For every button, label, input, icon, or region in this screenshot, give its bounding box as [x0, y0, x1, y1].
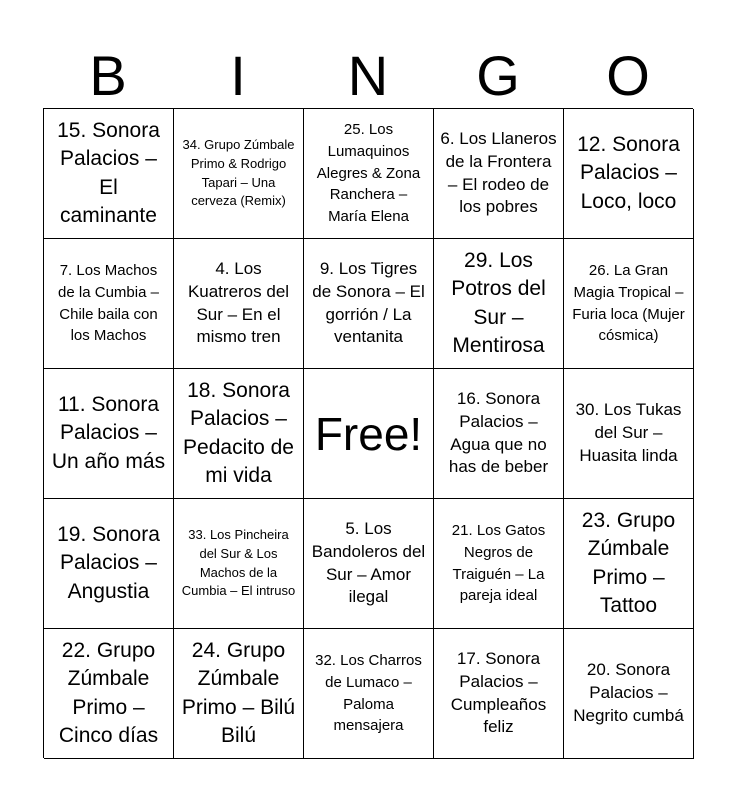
bingo-cell — [174, 629, 304, 759]
cell-text: 16. Sonora Palacios – Agua que no has de beber — [448, 388, 549, 477]
bingo-cell — [434, 369, 564, 499]
cell-text: 30. Los Tukas del Sur – Huasita linda — [575, 400, 682, 465]
cell-text: 4. Los Kuatreros del Sur – En el mismo tren — [187, 258, 290, 347]
cell-text: 20. Sonora Palacios – Negrito cumbá — [573, 660, 684, 725]
header-letter-i: I — [230, 44, 246, 107]
bingo-cell — [564, 499, 694, 629]
cell-text: 5. Los Bandoleros del Sur – Amor ilegal — [311, 518, 426, 607]
free-text: Free! — [314, 407, 423, 460]
bingo-cell — [564, 369, 694, 499]
cell-text: 21. Los Gatos Negros de Traiguén – La pareja ideal — [451, 522, 546, 605]
bingo-cell — [304, 629, 434, 759]
bingo-cell — [174, 239, 304, 369]
bingo-board — [43, 108, 693, 758]
bingo-cell — [304, 499, 434, 629]
bingo-cell — [564, 239, 694, 369]
header-letter-n: N — [347, 44, 389, 107]
cell-text: 26. La Gran Magia Tropical – Furia loca (Mujer cósmica) — [572, 262, 685, 345]
cell-text: 24. Grupo Zúmbale Primo – Bilú Bilú — [181, 638, 296, 747]
bingo-cell — [44, 499, 174, 629]
cell-text: 29. Los Potros del Sur – Mentirosa — [451, 248, 546, 357]
bingo-cell — [174, 109, 304, 239]
cell-text: 34. Grupo Zúmbale Primo & Rodrigo Tapari – Una cerveza (Remix) — [182, 136, 295, 209]
bingo-cell — [44, 109, 174, 239]
bingo-cell — [434, 629, 564, 759]
bingo-cell — [174, 369, 304, 499]
free-cell — [304, 369, 434, 499]
bingo-cell — [44, 369, 174, 499]
cell-text: 11. Sonora Palacios – Un año más — [51, 392, 166, 473]
cell-text: 19. Sonora Palacios – Angustia — [57, 522, 160, 603]
bingo-cell — [304, 109, 434, 239]
bingo-cell — [304, 239, 434, 369]
cell-text: 22. Grupo Zúmbale Primo – Cinco días — [58, 638, 159, 747]
bingo-cell — [174, 499, 304, 629]
bingo-cell — [564, 629, 694, 759]
cell-text: 23. Grupo Zúmbale Primo – Tattoo — [581, 508, 676, 617]
bingo-header — [43, 44, 693, 108]
bingo-cell — [434, 109, 564, 239]
header-letter-o: O — [606, 44, 650, 107]
bingo-cell — [434, 239, 564, 369]
cell-text: 9. Los Tigres de Sonora – El gorrión / La ventanita — [312, 258, 425, 347]
bingo-cell — [44, 629, 174, 759]
cell-text: 6. Los Llaneros de la Frontera – El rodeo de los pobres — [440, 128, 557, 217]
header-letter-b: B — [89, 44, 127, 107]
cell-text: 18. Sonora Palacios – Pedacito de mi vida — [183, 378, 294, 487]
bingo-cell — [44, 239, 174, 369]
bingo-cell — [434, 499, 564, 629]
cell-text: 15. Sonora Palacios – El caminante — [57, 118, 160, 227]
cell-text: 25. Los Lumaquinos Alegres & Zona Ranchera – María Elena — [316, 121, 421, 226]
cell-text: 17. Sonora Palacios – Cumpleaños feliz — [450, 648, 547, 737]
cell-text: 33. Los Pincheira del Sur & Los Machos de la Cumbia – El intruso — [181, 526, 296, 599]
cell-text: 7. Los Machos de la Cumbia – Chile baila con los Machos — [58, 262, 159, 345]
header-letter-g: G — [476, 44, 520, 107]
cell-text: 32. Los Charros de Lumaco – Paloma mensajera — [315, 652, 422, 735]
cell-text: 12. Sonora Palacios – Loco, loco — [577, 132, 680, 213]
bingo-cell — [564, 109, 694, 239]
